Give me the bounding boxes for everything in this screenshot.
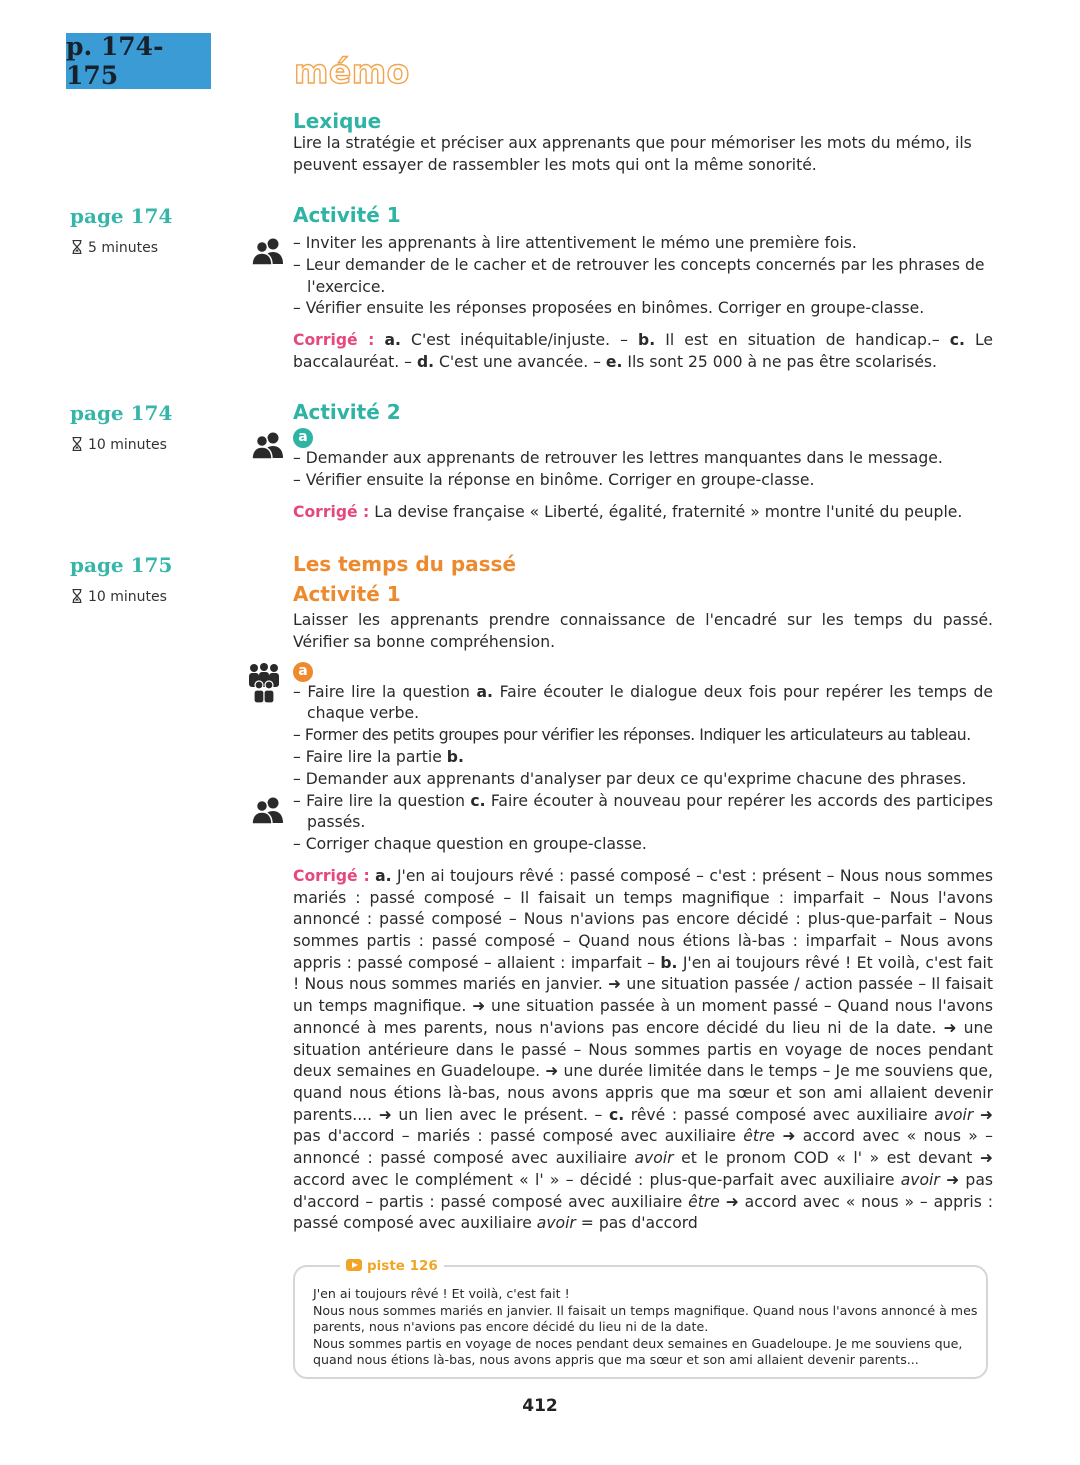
- hourglass-icon: [72, 240, 82, 254]
- answer-text: C'est une avancée. –: [434, 352, 606, 371]
- list-item: [293, 791, 993, 835]
- corrige-2-text: La devise française « Liberté, égalité, fraternité » montre l'unité du peuple.: [369, 502, 963, 521]
- answer-text: ➜ pas d'accord – mariés : passé composé avec auxiliaire: [293, 1105, 993, 1146]
- answer-text: ➜ accord avec « nous » – annoncé : passé composé avec auxiliaire: [293, 1127, 993, 1168]
- corrige-2: [293, 502, 993, 524]
- list-item: – Vérifier ensuite les réponses proposées en binômes. Corriger en groupe-classe.: [293, 299, 925, 318]
- answer-text: Il est en situation de handicap.–: [655, 331, 950, 350]
- answer-letter: d.: [416, 352, 435, 371]
- item-text: – Faire lire la partie: [293, 747, 447, 766]
- pair-icon: [252, 431, 284, 459]
- answer-letter: e.: [605, 352, 623, 371]
- question-marker-a: a: [293, 428, 313, 448]
- answer-letter: a.: [375, 866, 392, 885]
- page-range-badge: p. 174-175: [66, 33, 211, 89]
- answer-text: J'en ai toujours rêvé ! Et voilà, c'est fait ! Nous nous sommes mariés en janvier. ➜ une situation passée / action passée – Il faisait un temps magnifique. ➜ une situation passée à un moment passé – Quand nous l'avons annoncé à mes parents, nous n'avions pas encore décidé du lieu ni de la date. ➜ une situation antérieure dans le passé – Nous sommes partis en voyage de noces pendant deux semaines en Guadeloupe. ➜ une durée limitée dans le temps – Je me souviens que, quand nous étions là-bas, nous avons appris que ma sœur et son ami allaient devenir parents.... ➜ un lien avec le présent. –: [293, 953, 993, 1124]
- page-label-1: page 174: [70, 204, 173, 228]
- list-item: – Demander aux apprenants de retrouver les lettres manquantes dans le message.: [293, 449, 943, 467]
- list-item: [293, 834, 993, 856]
- answer-letter: c.: [949, 331, 965, 350]
- answer-letter: c.: [608, 1105, 625, 1124]
- lexique-title: Lexique: [293, 109, 382, 133]
- answer-italic: avoir: [900, 1170, 940, 1189]
- item-text: Faire écouter à nouveau pour repérer les accords des participes passés.: [307, 791, 993, 832]
- corrige-1: [293, 330, 993, 374]
- answer-italic: avoir: [536, 1214, 576, 1233]
- audio-transcript: [313, 1286, 978, 1369]
- list-item: – Inviter les apprenants à lire attentivement le mémo une première fois.: [293, 234, 857, 252]
- answer-text: ➜ accord avec « nous » – appris : passé composé avec auxiliaire: [293, 1192, 993, 1233]
- answer-italic: être: [743, 1127, 775, 1146]
- list-item: [293, 769, 993, 791]
- answer-text: ➜ pas d'accord – partis : passé composé avec auxiliaire: [293, 1170, 993, 1211]
- section-title-temps: Les temps du passé: [293, 552, 517, 576]
- duration-1: [72, 240, 158, 256]
- activity-block-1: [293, 203, 993, 374]
- activity-3-title: Activité 1: [293, 582, 401, 606]
- transcript-line: Nous sommes partis en voyage de noces pendant deux semaines en Guadeloupe. Je me souviens que, quand nous étions là-bas, nous avons appris que ma sœur et son ami allaient devenir parents...: [313, 1335, 963, 1368]
- item-text: – Faire lire la question: [293, 682, 477, 701]
- lexique-block: [293, 109, 993, 177]
- list-item: – Vérifier ensuite la réponse en binôme. Corriger en groupe-classe.: [293, 470, 815, 489]
- answer-italic: avoir: [634, 1149, 674, 1168]
- answer-text: = pas d'accord: [575, 1214, 698, 1233]
- item-text: – Corriger chaque question en groupe-classe.: [293, 835, 647, 854]
- pair-icon: [252, 796, 284, 824]
- item-letter: a.: [476, 682, 493, 701]
- question-marker-a: a: [293, 662, 313, 682]
- page-label-2: page 174: [70, 401, 173, 425]
- answer-italic: être: [688, 1192, 720, 1211]
- answer-letter: b.: [660, 953, 678, 972]
- answer-letter: a.: [384, 331, 401, 350]
- transcript-line: J'en ai toujours rêvé ! Et voilà, c'est fait !: [313, 1286, 570, 1301]
- activity-block-2: [293, 400, 993, 523]
- duration-3: [72, 589, 167, 605]
- pair-icon: [252, 237, 284, 265]
- corrige-label: Corrigé :: [293, 866, 370, 885]
- item-text: – Faire lire la question: [293, 791, 471, 810]
- answer-letter: b.: [638, 331, 656, 350]
- page-number: 412: [522, 1396, 558, 1416]
- page-label-3: page 175: [70, 553, 173, 577]
- answer-text: C'est inéquitable/injuste. –: [400, 331, 639, 350]
- intro-text: Laisser les apprenants prendre connaissance de l'encadré sur les temps du passé. Vérifier sa bonne compréhension.: [293, 611, 993, 651]
- item-text: – Former des petits groupes pour vérifier les réponses. Indiquer les articulateurs au tableau.: [293, 726, 971, 745]
- corrige-label: Corrigé :: [293, 502, 370, 521]
- item-letter: b.: [446, 747, 464, 766]
- list-item: [293, 747, 993, 769]
- activity-2-title: Activité 2: [293, 400, 401, 424]
- answer-text: J'en ai toujours rêvé : passé composé – c'est : présent – Nous nous sommes mariés : passé composé – Il faisait un temps magnifique : imparfait – Nous l'avons annoncé : passé composé – Nous n'avions pas encore décidé : plus-que-parfait – Nous sommes partis : passé composé – Quand nous étions là-bas : imparfait – Nous avons appris : passé composé – allaient : imparfait –: [293, 866, 994, 972]
- hourglass-icon: [72, 589, 82, 603]
- list-item: [293, 682, 993, 726]
- activity-1-title: Activité 1: [293, 203, 401, 227]
- answer-text: Ils sont 25 000 à ne pas être scolarisés.: [622, 352, 938, 371]
- section-title-memo: mémo: [294, 52, 410, 91]
- list-item: [293, 725, 993, 747]
- answer-text: et le pronom COD « l' » est devant ➜ accord avec le complément « l' » – décidé : plus-que-parfait avec auxiliaire: [293, 1149, 993, 1189]
- audio-track-label[interactable]: [340, 1258, 444, 1274]
- audio-track-text: piste 126: [367, 1258, 438, 1274]
- play-icon[interactable]: [346, 1259, 362, 1271]
- corrige-3: [293, 866, 993, 1235]
- hourglass-icon: [72, 437, 82, 451]
- activity-block-3: [293, 552, 993, 1235]
- corrige-label: Corrigé :: [293, 331, 375, 350]
- lexique-text: Lire la stratégie et préciser aux apprenants que pour mémoriser les mots du mémo, ils peuvent essayer de rassembler les mots qui ont la même sonorité.: [293, 134, 972, 174]
- item-letter: c.: [470, 791, 486, 810]
- duration-1-text: 5 minutes: [88, 240, 159, 256]
- answer-text: rêvé : passé composé avec auxiliaire: [624, 1105, 935, 1124]
- group-icon: [247, 663, 281, 703]
- item-text: Faire écouter le dialogue deux fois pour repérer les temps de chaque verbe.: [307, 682, 993, 723]
- duration-2: [72, 437, 167, 453]
- transcript-line: Nous nous sommes mariés en janvier. Il faisait un temps magnifique. Quand nous l'avons annoncé à mes parents, nous n'avions pas encore décidé du lieu ni de la date.: [313, 1302, 978, 1335]
- duration-3-text: 10 minutes: [88, 589, 167, 605]
- answer-text: Le baccalauréat. –: [293, 331, 993, 371]
- item-text: – Demander aux apprenants d'analyser par deux ce qu'exprime chacune des phrases.: [293, 769, 967, 788]
- answer-italic: avoir: [934, 1105, 974, 1124]
- list-item: – Leur demander de le cacher et de retrouver les concepts concernés par les phrases de l'exercice.: [293, 255, 985, 296]
- duration-2-text: 10 minutes: [88, 437, 167, 453]
